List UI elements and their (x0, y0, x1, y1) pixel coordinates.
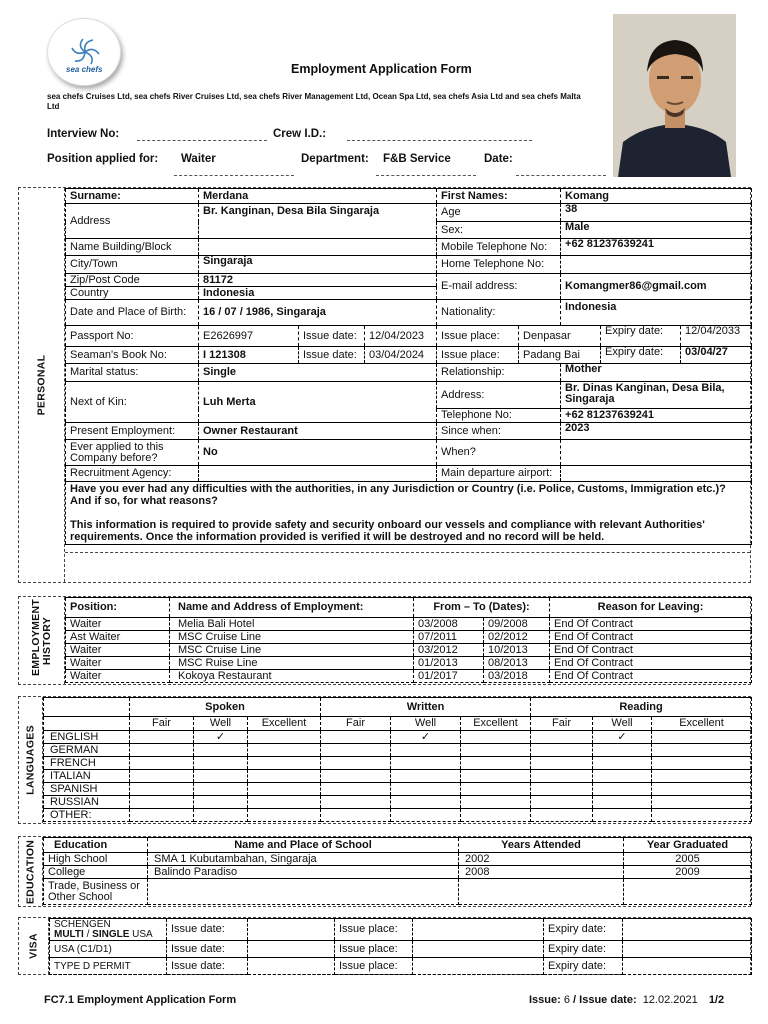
emp-employer[interactable]: MSC Ruise Line (170, 657, 414, 670)
check-icon: ✓ (420, 730, 431, 743)
schengen-issue-date-label: Issue date: (167, 919, 248, 941)
language-level-cell[interactable] (391, 783, 461, 796)
dob-label: Date and Place of Birth: (66, 300, 199, 326)
emp-reason[interactable]: End Of Contract (550, 618, 752, 631)
language-level-cell[interactable] (130, 770, 194, 783)
dob-value[interactable]: 16 / 07 / 1986, Singaraja (199, 300, 437, 326)
edu-level: High School (44, 853, 148, 866)
passport-issue-value[interactable]: 12/04/2023 (365, 326, 437, 347)
language-level-cell[interactable] (130, 796, 194, 809)
language-level-cell[interactable] (194, 809, 248, 822)
company-logo (47, 18, 121, 86)
kin-address-value[interactable]: Br. Dinas Kanginan, Desa Bila, Singaraja (561, 382, 752, 409)
emp-to[interactable]: 08/2013 (484, 657, 550, 670)
home-tel-label: Home Telephone No: (437, 256, 561, 274)
schengen-usa: USA (129, 928, 153, 940)
language-level-cell[interactable] (531, 796, 593, 809)
language-row (44, 757, 752, 770)
lang-header-reading: Reading (531, 698, 752, 717)
edu-graduated[interactable]: 2005 (624, 853, 752, 866)
language-level-cell[interactable] (194, 744, 248, 757)
personal-side (19, 188, 65, 582)
crew-id-input[interactable] (347, 140, 532, 141)
employment-row (66, 618, 752, 631)
edu-years[interactable]: 2008 (459, 866, 624, 879)
surname-label: Surname: (66, 189, 199, 204)
language-level-cell[interactable] (194, 770, 248, 783)
language-name: FRENCH (44, 757, 130, 770)
language-level-cell[interactable] (391, 731, 461, 744)
edu-header-graduated: Year Graduated (624, 838, 752, 853)
language-level-cell[interactable] (461, 796, 531, 809)
employment-row (66, 644, 752, 657)
email-value[interactable]: Komangmer86@gmail.com (561, 274, 752, 300)
language-level-cell[interactable] (652, 770, 752, 783)
emp-position[interactable]: Ast Waiter (66, 631, 170, 644)
passport-expiry-label: Expiry date: (601, 326, 681, 347)
emp-reason[interactable]: End Of Contract (550, 644, 752, 657)
logo-text: sea chefs (66, 65, 103, 74)
seaman-label: Seaman's Book No: (66, 347, 199, 364)
language-level-cell[interactable] (531, 731, 593, 744)
emp-from[interactable]: 03/2012 (414, 644, 484, 657)
surname-value[interactable]: Merdana (199, 189, 437, 204)
language-level-cell[interactable] (391, 796, 461, 809)
personal-table (65, 188, 752, 545)
language-level-cell[interactable] (593, 757, 652, 770)
language-level-cell[interactable] (391, 770, 461, 783)
edu-header-education: Education (44, 838, 148, 853)
employment-row (66, 670, 752, 683)
language-level-cell[interactable] (321, 757, 391, 770)
emp-position[interactable]: Waiter (66, 657, 170, 670)
since-label: Since when: (437, 423, 561, 440)
kin-address-label: Address: (437, 382, 561, 409)
usa-label: USA (C1/D1) (50, 941, 167, 958)
lang-level-well: Well (194, 717, 248, 731)
spiral-logo-icon (48, 19, 122, 87)
when-label: When? (437, 440, 561, 466)
airport-label: Main departure airport: (437, 466, 561, 482)
seaman-place-label: Issue place: (437, 347, 519, 364)
type-d-issue-place-label: Issue place: (335, 958, 413, 975)
language-level-cell[interactable] (461, 770, 531, 783)
address-label: Address (66, 204, 199, 239)
emp-employer[interactable]: MSC Cruise Line (170, 644, 414, 657)
language-name: GERMAN (44, 744, 130, 757)
language-level-cell[interactable] (652, 744, 752, 757)
education-row (44, 879, 752, 905)
language-level-cell[interactable] (531, 770, 593, 783)
emp-header-reason: Reason for Leaving: (550, 598, 752, 618)
emp-position[interactable]: Waiter (66, 618, 170, 631)
usa-issue-place-input[interactable] (413, 941, 544, 958)
edu-years[interactable] (459, 879, 624, 905)
language-level-cell[interactable] (461, 731, 531, 744)
lang-level-well: Well (593, 717, 652, 731)
language-level-cell[interactable] (461, 744, 531, 757)
emp-header-position: Position: (66, 598, 170, 618)
footer-issue-label: Issue: (529, 994, 561, 1006)
passport-value[interactable]: E2626997 (199, 326, 299, 347)
personal-section-label: PERSONAL (35, 354, 47, 416)
emp-position[interactable]: Waiter (66, 670, 170, 683)
education-row (44, 866, 752, 879)
type-d-issue-date-input[interactable] (248, 958, 335, 975)
lang-level-fair: Fair (531, 717, 593, 731)
company-list: sea chefs Cruises Ltd, sea chefs River Cruises Ltd, sea chefs River Management Ltd, Ocean Spa Ltd, sea chefs Asia Ltd and sea chefs Malta Ltd (47, 92, 581, 111)
education-row (44, 853, 752, 866)
language-level-cell[interactable] (248, 783, 321, 796)
language-level-cell[interactable] (461, 783, 531, 796)
language-level-cell[interactable] (391, 757, 461, 770)
footer-issue-date-value: 12.02.2021 (642, 994, 698, 1006)
employment-side (19, 597, 65, 684)
seaman-issue-label: Issue date: (299, 347, 365, 364)
employment-value[interactable]: Owner Restaurant (199, 423, 437, 440)
language-row (44, 809, 752, 822)
language-level-cell[interactable] (130, 744, 194, 757)
city-value[interactable]: Singaraja (199, 256, 437, 274)
zip-label: Zip/Post Code (66, 274, 199, 287)
position-underline (174, 175, 294, 176)
language-level-cell[interactable] (461, 757, 531, 770)
language-level-cell[interactable] (194, 757, 248, 770)
department-underline (376, 175, 476, 176)
lang-header-written: Written (321, 698, 531, 717)
authorities-question: Have you ever had any difficulties with the authorities, in any Jurisdiction or Country (i.e. Police, Customs, Immigration etc.)? And if so, for what reasons? (70, 483, 726, 507)
language-level-cell[interactable] (321, 809, 391, 822)
applied-value[interactable]: No (199, 440, 437, 466)
schengen-expiry-input[interactable] (623, 919, 752, 941)
crew-label: Crew I.D.: (273, 128, 327, 140)
marital-label: Marital status: (66, 364, 199, 382)
passport-place-value[interactable]: Denpasar (519, 326, 601, 347)
emp-employer[interactable]: MSC Cruise Line (170, 631, 414, 644)
language-name: RUSSIAN (44, 796, 130, 809)
lang-level-fair: Fair (321, 717, 391, 731)
country-label: Country (66, 287, 199, 300)
edu-school[interactable]: SMA 1 Kubutambahan, Singaraja (148, 853, 459, 866)
employment-section-label: EMPLOYMENT HISTORY (29, 598, 53, 676)
language-row (44, 770, 752, 783)
emp-reason[interactable]: End Of Contract (550, 670, 752, 683)
language-row (44, 731, 752, 744)
edu-level: College (44, 866, 148, 879)
mobile-value[interactable]: +62 81237639241 (561, 239, 752, 256)
seaman-issue-value[interactable]: 03/04/2024 (365, 347, 437, 364)
passport-expiry-value[interactable]: 12/04/2033 (681, 326, 752, 347)
interview-label: Interview No: (47, 128, 120, 140)
emp-from[interactable]: 07/2011 (414, 631, 484, 644)
language-level-cell[interactable] (248, 731, 321, 744)
kin-label: Next of Kin: (66, 382, 199, 423)
language-level-cell[interactable] (652, 796, 752, 809)
airport-value[interactable] (561, 466, 752, 482)
education-section-label: EDUCATION (24, 839, 36, 904)
since-value[interactable]: 2023 (561, 423, 752, 440)
emp-to[interactable]: 03/2018 (484, 670, 550, 683)
emp-employer[interactable]: Kokoya Restaurant (170, 670, 414, 683)
department-label: Department: (301, 153, 369, 165)
position-value[interactable]: Waiter (181, 153, 216, 165)
language-level-cell[interactable] (593, 796, 652, 809)
language-level-cell[interactable] (652, 809, 752, 822)
marital-value[interactable]: Single (199, 364, 437, 382)
lang-level-well: Well (391, 717, 461, 731)
language-level-cell[interactable] (130, 809, 194, 822)
language-level-cell[interactable] (531, 744, 593, 757)
language-level-cell[interactable] (321, 783, 391, 796)
type-d-expiry-label: Expiry date: (544, 958, 623, 975)
sex-value[interactable]: Male (561, 222, 752, 239)
building-label: Name Building/Block (66, 239, 199, 256)
language-level-cell[interactable] (391, 809, 461, 822)
language-level-cell[interactable] (652, 731, 752, 744)
emp-position[interactable]: Waiter (66, 644, 170, 657)
languages-table (43, 697, 752, 822)
passport-issue-label: Issue date: (299, 326, 365, 347)
lang-header-blank (44, 698, 130, 717)
lang-level-excellent: Excellent (652, 717, 752, 731)
language-level-cell[interactable] (593, 731, 652, 744)
passport-label: Passport No: (66, 326, 199, 347)
language-level-cell[interactable] (248, 809, 321, 822)
check-icon: ✓ (617, 730, 627, 743)
position-label: Position applied for: (47, 153, 159, 165)
language-level-cell[interactable] (248, 744, 321, 757)
type-d-issue-date-label: Issue date: (167, 958, 248, 975)
kin-tel-label: Telephone No: (437, 409, 561, 423)
edu-header-school: Name and Place of School (148, 838, 459, 853)
personal-bottom-line (65, 552, 750, 553)
language-level-cell[interactable] (130, 757, 194, 770)
language-name: SPANISH (44, 783, 130, 796)
language-level-cell[interactable] (593, 809, 652, 822)
emp-employer[interactable]: Melia Bali Hotel (170, 618, 414, 631)
nationality-value[interactable]: Indonesia (561, 300, 752, 326)
schengen-sep: / (83, 928, 93, 940)
age-label: Age (437, 204, 561, 222)
language-level-cell[interactable] (593, 744, 652, 757)
emp-from[interactable]: 03/2008 (414, 618, 484, 631)
agency-label: Recruitment Agency: (66, 466, 199, 482)
education-side (19, 837, 43, 906)
type-d-label: TYPE D PERMIT (50, 958, 167, 975)
usa-issue-date-input[interactable] (248, 941, 335, 958)
languages-side (19, 697, 43, 823)
language-level-cell[interactable] (194, 796, 248, 809)
zip-value[interactable]: 81172 (199, 274, 437, 287)
department-value[interactable]: F&B Service (383, 153, 451, 165)
language-level-cell[interactable] (531, 757, 593, 770)
schengen-expiry-label: Expiry date: (544, 919, 623, 941)
language-row (44, 744, 752, 757)
seaman-expiry-value[interactable]: 03/04/27 (681, 347, 752, 364)
emp-from[interactable]: 01/2013 (414, 657, 484, 670)
kin-value[interactable]: Luh Merta (199, 382, 437, 423)
seaman-expiry-label: Expiry date: (601, 347, 681, 364)
edu-header-years: Years Attended (459, 838, 624, 853)
footer-issue (529, 994, 724, 1006)
city-label: City/Town (66, 256, 199, 274)
passport-place-label: Issue place: (437, 326, 519, 347)
emp-reason[interactable]: End Of Contract (550, 657, 752, 670)
language-level-cell[interactable] (593, 770, 652, 783)
employment-table (65, 597, 752, 683)
lang-level-excellent: Excellent (461, 717, 531, 731)
language-level-cell[interactable] (652, 783, 752, 796)
first-names-label: First Names: (437, 189, 561, 204)
language-level-cell[interactable] (194, 783, 248, 796)
edu-school[interactable] (148, 879, 459, 905)
lang-header-spoken: Spoken (130, 698, 321, 717)
language-name: ENGLISH (44, 731, 130, 744)
language-level-cell[interactable] (321, 770, 391, 783)
language-level-cell[interactable] (391, 744, 461, 757)
usa-issue-date-label: Issue date: (167, 941, 248, 958)
footer-page: 1/2 (708, 994, 725, 1006)
edu-level: Trade, Business or Other School (44, 879, 148, 905)
language-row (44, 796, 752, 809)
language-level-cell[interactable] (248, 796, 321, 809)
seaman-place-value[interactable]: Padang Bai (519, 347, 601, 364)
emp-header-name: Name and Address of Employment: (170, 598, 414, 618)
applicant-photo (613, 14, 736, 177)
home-tel-value[interactable] (561, 256, 752, 274)
edu-graduated[interactable]: 2009 (624, 866, 752, 879)
language-row (44, 783, 752, 796)
language-name: OTHER: (44, 809, 130, 822)
language-level-cell[interactable] (461, 809, 531, 822)
education-table (43, 837, 752, 905)
language-level-cell[interactable] (194, 731, 248, 744)
schengen-issue-place-input[interactable] (413, 919, 544, 941)
schengen-single[interactable]: SINGLE (92, 928, 130, 940)
type-d-issue-place-input[interactable] (413, 958, 544, 975)
schengen-label: SCHENGEN (54, 918, 111, 930)
language-level-cell[interactable] (130, 783, 194, 796)
lang-level-excellent: Excellent (248, 717, 321, 731)
lang-level-fair: Fair (130, 717, 194, 731)
language-level-cell[interactable] (321, 796, 391, 809)
agency-value[interactable] (199, 466, 437, 482)
schengen-issue-place-label: Issue place: (335, 919, 413, 941)
usa-expiry-input[interactable] (623, 941, 752, 958)
emp-to[interactable]: 02/2012 (484, 631, 550, 644)
language-level-cell[interactable] (248, 770, 321, 783)
when-value[interactable] (561, 440, 752, 466)
visa-side (19, 918, 49, 974)
footer-issue-value: 6 (563, 994, 570, 1006)
edu-graduated[interactable] (624, 879, 752, 905)
language-level-cell[interactable] (531, 809, 593, 822)
language-level-cell[interactable] (248, 757, 321, 770)
languages-section-label: LANGUAGES (24, 725, 36, 795)
relationship-label: Relationship: (437, 364, 561, 382)
language-level-cell[interactable] (531, 783, 593, 796)
address-value[interactable]: Br. Kanginan, Desa Bila Singaraja (199, 204, 437, 239)
schengen-multi[interactable]: MULTI (54, 928, 84, 940)
employment-row (66, 657, 752, 670)
employment-row (66, 631, 752, 644)
footer-form-id: FC7.1 Employment Application Form (44, 994, 237, 1006)
interview-input[interactable] (137, 140, 267, 141)
schengen-options (54, 930, 162, 940)
employment-label: Present Employment: (66, 423, 199, 440)
visa-section-label: VISA (27, 933, 39, 959)
country-value[interactable]: Indonesia (199, 287, 437, 300)
relationship-value[interactable]: Mother (561, 364, 752, 382)
first-names-value[interactable]: Komang (561, 189, 752, 204)
lang-levels-blank (44, 717, 130, 731)
kin-tel-value[interactable]: +62 81237639241 (561, 409, 752, 423)
emp-to[interactable]: 10/2013 (484, 644, 550, 657)
language-level-cell[interactable] (321, 744, 391, 757)
visa-table (49, 918, 752, 975)
form-title: Employment Application Form (291, 62, 472, 76)
footer-issue-date-label: / Issue date: (573, 994, 637, 1006)
type-d-expiry-input[interactable] (623, 958, 752, 975)
privacy-note: This information is required to provide safety and security onboard our vessels and compliance with relevant Authorities' requirements. Once the information provided is verified it will be destroyed and no record will be held. (70, 519, 705, 543)
email-label: E-mail address: (437, 274, 561, 300)
sex-label: Sex: (437, 222, 561, 239)
language-level-cell[interactable] (130, 731, 194, 744)
building-value[interactable] (199, 239, 437, 256)
edu-school[interactable]: Balindo Paradiso (148, 866, 459, 879)
age-value[interactable]: 38 (561, 204, 752, 222)
language-level-cell[interactable] (593, 783, 652, 796)
applied-label: Ever applied to this Company before? (66, 440, 199, 466)
schengen-issue-date-input[interactable] (248, 919, 335, 941)
emp-to[interactable]: 09/2008 (484, 618, 550, 631)
language-name: ITALIAN (44, 770, 130, 783)
emp-from[interactable]: 01/2017 (414, 670, 484, 683)
emp-header-dates: From – To (Dates): (414, 598, 550, 618)
seaman-value[interactable]: I 121308 (199, 347, 299, 364)
emp-reason[interactable]: End Of Contract (550, 631, 752, 644)
language-level-cell[interactable] (652, 757, 752, 770)
usa-issue-place-label: Issue place: (335, 941, 413, 958)
edu-years[interactable]: 2002 (459, 853, 624, 866)
date-label: Date: (484, 153, 513, 165)
language-level-cell[interactable] (321, 731, 391, 744)
date-input[interactable] (516, 175, 606, 176)
check-icon: ✓ (215, 730, 226, 743)
mobile-label: Mobile Telephone No: (437, 239, 561, 256)
nationality-label: Nationality: (437, 300, 561, 326)
usa-expiry-label: Expiry date: (544, 941, 623, 958)
